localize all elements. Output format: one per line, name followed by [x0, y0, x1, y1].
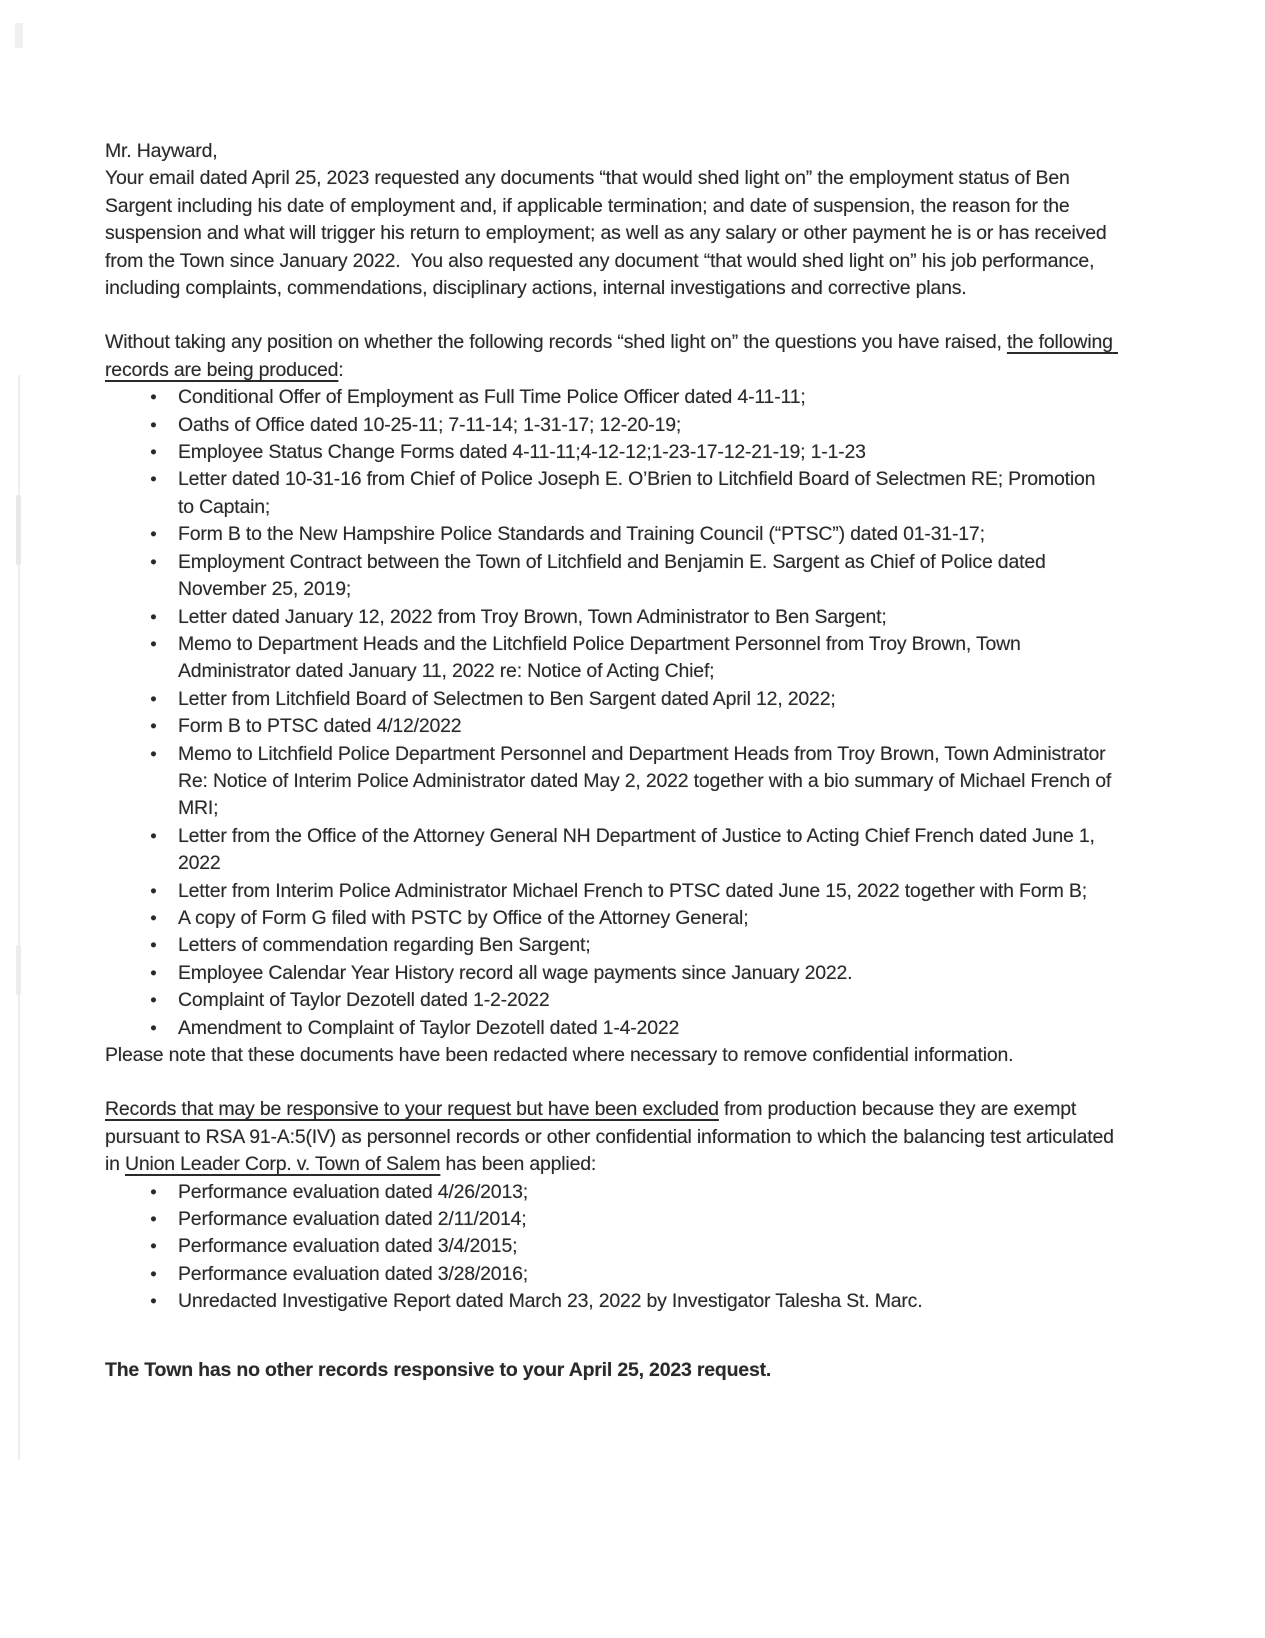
text-segment: from production because they are exempt pursuant to RSA 91-A:5(IV) as personnel records or other confidential information to which the balancing test articulated in: [105, 1098, 1120, 1176]
produced-records-list: [105, 384, 1115, 1042]
list-item: ● Memo to Department Heads and the Litchfield Police Department Personnel from Troy Brown, Town Administrator dated January 11, 2022 re: Notice of Acting Chief;: [178, 631, 1115, 686]
list-item: ● Performance evaluation dated 4/26/2013;: [178, 1179, 1115, 1206]
closing-statement: The Town has no other records responsive to your April 25, 2023 request.: [105, 1358, 772, 1381]
list-item: ● Letter dated January 12, 2022 from Troy Brown, Town Administrator to Ben Sargent;: [178, 604, 1115, 631]
text-segment: has been applied:: [440, 1153, 597, 1176]
list-item: ● Form B to PTSC dated 4/12/2022: [178, 713, 1115, 740]
list-item: ● Employee Calendar Year History record all wage payments since January 2022.: [178, 960, 1115, 987]
letter-body: [105, 138, 1120, 1384]
list-item: ● Complaint of Taylor Dezotell dated 1-2-2022: [178, 987, 1115, 1014]
underlined-text: Union Leader Corp. v. Town of Salem: [125, 1153, 441, 1176]
excluded-records-intro: [105, 1096, 1120, 1178]
list-item: ● Performance evaluation dated 2/11/2014;: [178, 1206, 1115, 1233]
redaction-note: Please note that these documents have been redacted where necessary to remove confidential information.: [105, 1044, 1014, 1066]
request-summary-paragraph: Your email dated April 25, 2023 requested any documents “that would shed light on” the employment status of Ben Sargent including his date of employment and, if applicable termination; and date of suspension, the reason for the suspension and what will trigger his return to employment; as well as any salary or other payment he is or has received from the Town since January 2022. You also requested any document “that would shed light on” his job performance, including complaints, commendations, disciplinary actions, internal investigations and corrective plans.: [105, 167, 1112, 300]
list-item: ● A copy of Form G filed with PSTC by Office of the Attorney General;: [178, 905, 1115, 932]
scan-artifact-smudge: [16, 495, 21, 565]
list-item: ● Letter from the Office of the Attorney General NH Department of Justice to Acting Chief French dated June 1, 2022: [178, 823, 1115, 878]
underlined-text: Records that may be responsive to your request but have been excluded: [105, 1098, 719, 1121]
list-item: ● Employee Status Change Forms dated 4-11-11;4-12-12;1-23-17-12-21-19; 1-1-23: [178, 439, 1115, 466]
list-item: ● Letters of commendation regarding Ben Sargent;: [178, 932, 1115, 959]
list-item: ● Employment Contract between the Town of Litchfield and Benjamin E. Sargent as Chief of Police dated November 25, 2019;: [178, 549, 1115, 604]
list-item: ● Oaths of Office dated 10-25-11; 7-11-14; 1-31-17; 12-20-19;: [178, 412, 1115, 439]
list-item: ● Amendment to Complaint of Taylor Dezotell dated 1-4-2022: [178, 1015, 1115, 1042]
salutation: Mr. Hayward,: [105, 140, 218, 162]
list-item: ● Performance evaluation dated 3/28/2016;: [178, 1261, 1115, 1288]
list-item: ● Unredacted Investigative Report dated March 23, 2022 by Investigator Talesha St. Marc.: [178, 1288, 1115, 1315]
list-item: ● Form B to the New Hampshire Police Standards and Training Council (“PTSC”) dated 01-31-17;: [178, 521, 1115, 548]
list-item: ● Letter from Interim Police Administrator Michael French to PTSC dated June 15, 2022 together with Form B;: [178, 878, 1115, 905]
scan-artifact-streak: [18, 375, 20, 1460]
list-item: ● Conditional Offer of Employment as Full Time Police Officer dated 4-11-11;: [178, 384, 1115, 411]
list-item: ● Performance evaluation dated 3/4/2015;: [178, 1233, 1115, 1260]
list-item: ● Letter from Litchfield Board of Selectmen to Ben Sargent dated April 12, 2022;: [178, 686, 1115, 713]
scan-artifact-smudge: [16, 945, 21, 995]
list-item: ● Memo to Litchfield Police Department Personnel and Department Heads from Troy Brown, Town Administrator Re: Notice of Interim Police Administrator dated May 2, 2022 together with a bio summary of Michael French of MRI;: [178, 741, 1115, 823]
scan-artifact-mark: [15, 23, 23, 48]
excluded-records-list: [105, 1179, 1115, 1316]
text-segment: Without taking any position on whether the following records “shed light on” the questions you have raised,: [105, 331, 1007, 354]
underlined-text: the following records are being produced: [105, 331, 1118, 381]
list-item: ● Letter dated 10-31-16 from Chief of Police Joseph E. O’Brien to Litchfield Board of Selectmen RE; Promotion to Captain;: [178, 466, 1115, 521]
text-segment: :: [338, 358, 344, 381]
produced-records-intro: [105, 329, 1118, 384]
